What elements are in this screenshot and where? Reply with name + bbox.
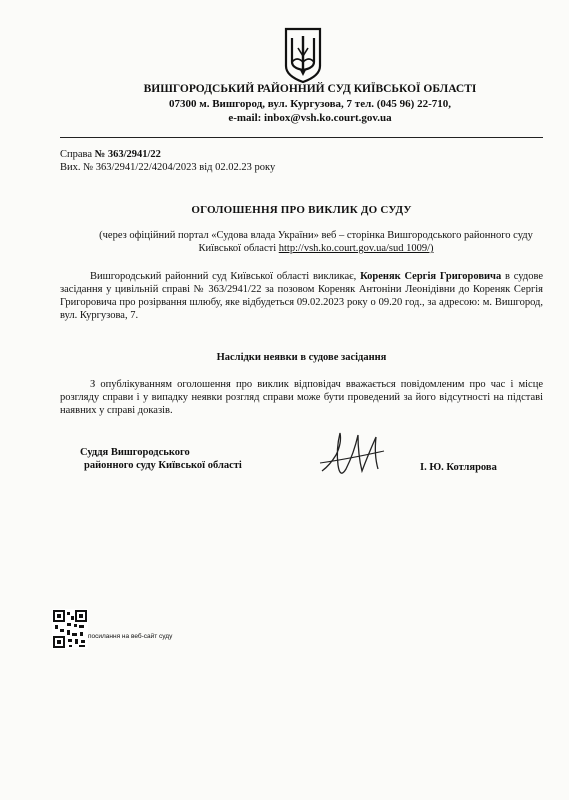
judge-name: І. Ю. Котлярова (420, 462, 497, 473)
case-label: Справа (60, 149, 93, 160)
court-name: ВИШГОРОДСЬКИЙ РАЙОННИЙ СУД КИЇВСЬКОЇ ОБЛАСТІ (143, 83, 477, 95)
trident-emblem-icon (283, 26, 323, 84)
summons-paragraph (60, 270, 543, 322)
case-number: № 363/2941/22 (94, 149, 161, 160)
judge-title-line2: районного суду Київської області (84, 460, 242, 471)
outgoing-number: Вих. № 363/2941/22/4204/2023 від 02.02.23 року (60, 162, 276, 173)
defendant-name: Кореняк Сергія Григоровича (360, 271, 502, 282)
notice-title: ОГОЛОШЕННЯ ПРО ВИКЛИК ДО СУДУ (191, 204, 412, 216)
summons-intro: Вишгородський районний суд Київської області викликає, (90, 271, 357, 282)
summons-details: в судове засідання у цивільній справі № 363/2941/22 за позовом Кореняк Антоніни Леонідівни до Кореняк Сергія Григоровича про розірвання шлюбу, яке відбудеться 09.02.2023 року о 09.20 год., за адресою: м. Вишгород, вул. Кургузова, 7. (60, 271, 544, 321)
court-email: e-mail: inbox@vsh.ko.court.gov.ua (228, 112, 392, 124)
consequences-paragraph: З опублікуванням оголошення про виклик відповідач вважається повідомленим про час і місце розгляду справи і у випадку неявки розгляд справи може бути проведений за його відсутності на підставі наявних у справі доказів. (60, 379, 543, 416)
portal-link[interactable]: http://vsh.ko.court.gov.ua/sud 1009/) (278, 243, 434, 254)
portal-text: (через офіційний портал «Судова влада України» веб – сторінка Вишгородського районного суду Київської області (99, 230, 533, 254)
header-divider (60, 137, 543, 138)
qr-caption: посилання на веб-сайт суду (88, 633, 173, 640)
judge-title-line1: Суддя Вишгородського (80, 447, 190, 458)
judge-title (80, 446, 242, 472)
handwritten-signature-icon (318, 425, 390, 487)
court-address: 07300 м. Вишгород, вул. Кургузова, 7 тел. (045 96) 22-710, (168, 98, 452, 110)
consequences-heading: Наслідки неявки в судове засідання (216, 352, 387, 363)
portal-note (88, 229, 544, 255)
case-number-line (60, 148, 161, 161)
qr-code-icon[interactable] (52, 609, 88, 649)
